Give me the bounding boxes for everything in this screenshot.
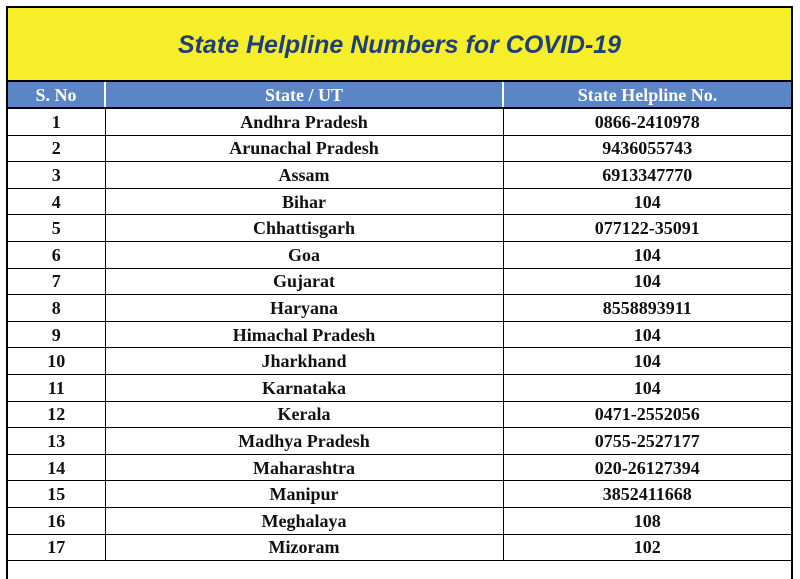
helpline-number-cell: 0866-2410978	[503, 108, 791, 135]
table-row	[8, 321, 791, 348]
state-cell: Karnataka	[105, 374, 503, 401]
table-row	[8, 534, 791, 561]
state-cell: Meghalaya	[105, 507, 503, 534]
header-row	[8, 82, 791, 108]
state-cell: Chhattisgarh	[105, 215, 503, 242]
helpline-number-cell: 077122-35091	[503, 215, 791, 242]
table-row	[8, 428, 791, 455]
state-cell: Kerala	[105, 401, 503, 428]
state-cell: Gujarat	[105, 268, 503, 295]
helpline-number-cell: 108	[503, 507, 791, 534]
helpline-number-cell: 104	[503, 241, 791, 268]
state-cell: Goa	[105, 241, 503, 268]
serial-number-cell: 10	[8, 348, 105, 375]
state-cell: Assam	[105, 162, 503, 189]
state-cell: Himachal Pradesh	[105, 321, 503, 348]
serial-number-cell: 9	[8, 321, 105, 348]
helpline-number-cell: 104	[503, 188, 791, 215]
title-banner	[8, 8, 791, 82]
table-row	[8, 454, 791, 481]
table-row	[8, 348, 791, 375]
serial-number-cell: 12	[8, 401, 105, 428]
helpline-number-cell: 104	[503, 268, 791, 295]
helpline-number-cell: 104	[503, 321, 791, 348]
helpline-number-cell: 6913347770	[503, 162, 791, 189]
helpline-number-cell: 104	[503, 348, 791, 375]
serial-number-cell: 11	[8, 374, 105, 401]
serial-number-cell: 3	[8, 162, 105, 189]
state-cell: Mizoram	[105, 534, 503, 561]
serial-number-cell: 7	[8, 268, 105, 295]
state-cell: Jharkhand	[105, 348, 503, 375]
serial-number-cell: 15	[8, 481, 105, 508]
state-cell: Maharashtra	[105, 454, 503, 481]
state-cell: Madhya Pradesh	[105, 428, 503, 455]
table-header	[8, 82, 791, 108]
serial-number-cell: 17	[8, 534, 105, 561]
table-row	[8, 188, 791, 215]
table-row	[8, 135, 791, 162]
serial-number-cell: 16	[8, 507, 105, 534]
table-body	[8, 108, 791, 561]
helpline-number-cell: 9436055743	[503, 135, 791, 162]
serial-number-cell: 2	[8, 135, 105, 162]
header-serial-number: S. No	[8, 82, 105, 108]
table-row	[8, 481, 791, 508]
serial-number-cell: 4	[8, 188, 105, 215]
serial-number-cell: 6	[8, 241, 105, 268]
helpline-number-cell: 3852411668	[503, 481, 791, 508]
table-row	[8, 268, 791, 295]
state-cell: Haryana	[105, 295, 503, 322]
serial-number-cell: 14	[8, 454, 105, 481]
serial-number-cell: 1	[8, 108, 105, 135]
helpline-table	[8, 82, 791, 561]
table-row	[8, 401, 791, 428]
page-title: State Helpline Numbers for COVID-19	[177, 30, 622, 59]
table-row	[8, 162, 791, 189]
helpline-number-cell: 0755-2527177	[503, 428, 791, 455]
helpline-number-cell: 8558893911	[503, 295, 791, 322]
state-cell: Andhra Pradesh	[105, 108, 503, 135]
table-row	[8, 108, 791, 135]
serial-number-cell: 5	[8, 215, 105, 242]
helpline-sheet	[6, 6, 793, 579]
helpline-number-cell: 102	[503, 534, 791, 561]
state-cell: Arunachal Pradesh	[105, 135, 503, 162]
table-row	[8, 374, 791, 401]
table-row	[8, 215, 791, 242]
state-cell: Manipur	[105, 481, 503, 508]
table-row	[8, 295, 791, 322]
helpline-number-cell: 104	[503, 374, 791, 401]
table-row	[8, 241, 791, 268]
serial-number-cell: 8	[8, 295, 105, 322]
header-helpline: State Helpline No.	[503, 82, 791, 108]
header-state: State / UT	[105, 82, 503, 108]
helpline-number-cell: 020-26127394	[503, 454, 791, 481]
state-cell: Bihar	[105, 188, 503, 215]
helpline-number-cell: 0471-2552056	[503, 401, 791, 428]
serial-number-cell: 13	[8, 428, 105, 455]
table-row	[8, 507, 791, 534]
